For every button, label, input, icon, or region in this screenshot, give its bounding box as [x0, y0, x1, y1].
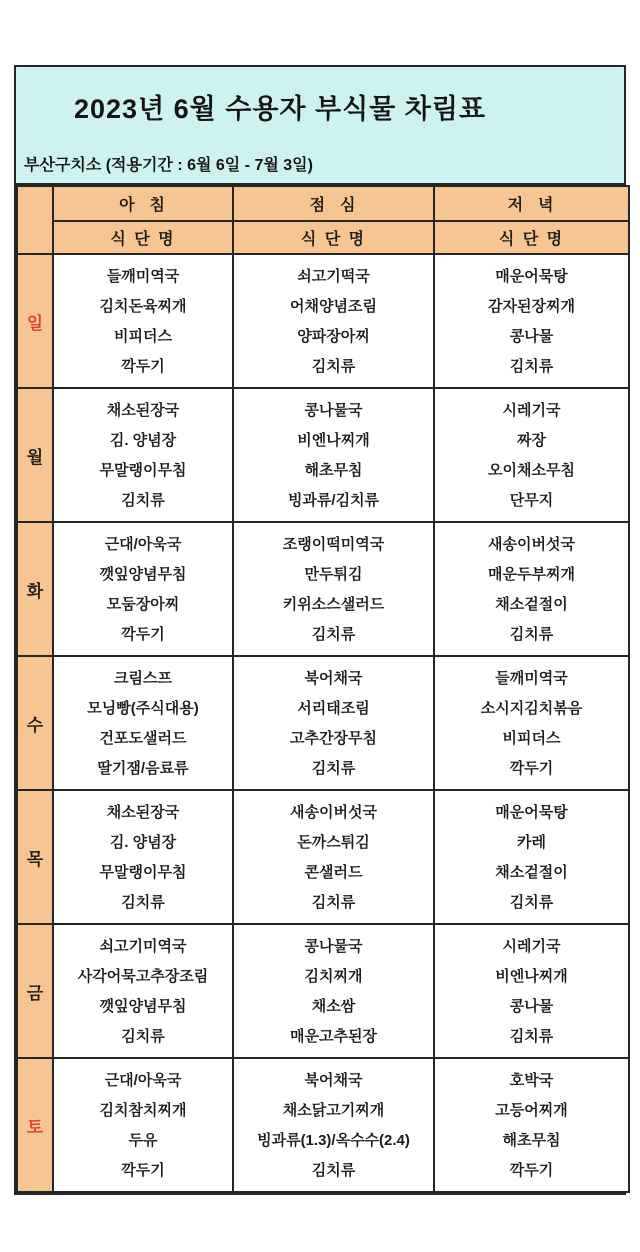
menu-item: 두유	[128, 1131, 158, 1149]
menu-item: 매운어묵탕	[495, 803, 568, 821]
menu-item: 김치류	[311, 1161, 356, 1179]
menu-item: 매운두부찌개	[488, 565, 575, 583]
menu-item: 근대/아욱국	[104, 535, 182, 553]
menu-cell-items	[54, 1065, 232, 1185]
menu-table	[16, 185, 630, 1193]
day-label: 월	[17, 388, 53, 522]
menu-item: 김치류	[311, 759, 356, 777]
menu-item: 김치류	[121, 1027, 165, 1045]
day-label: 목	[17, 790, 53, 924]
menu-item: 콩나물국	[304, 937, 363, 955]
menu-item: 채소쌈	[311, 997, 356, 1015]
menu-item: 깍두기	[509, 759, 554, 777]
menu-cell-items	[234, 261, 433, 381]
menu-item: 소시지김치볶음	[480, 699, 583, 717]
menu-item: 콩나물	[509, 997, 554, 1015]
menu-cell	[434, 1058, 629, 1192]
day-label: 일	[17, 254, 53, 388]
menu-cell	[53, 656, 233, 790]
menu-item: 딸기잼/음료류	[97, 759, 189, 777]
menu-item: 빙과류(1.3)/옥수수(2.4)	[257, 1131, 410, 1149]
menu-cell-items	[435, 663, 628, 783]
menu-cell	[233, 1058, 434, 1192]
menu-item: 감자된장찌개	[488, 297, 575, 315]
menu-cell-items	[435, 395, 628, 515]
day-label: 화	[17, 522, 53, 656]
menu-table-row	[17, 790, 629, 924]
column-header-lunch: 점 심	[233, 186, 434, 221]
menu-item: 김치류	[509, 357, 554, 375]
menu-item: 들깨미역국	[106, 267, 180, 285]
menu-item: 김치찌개	[304, 967, 363, 985]
menu-table-row	[17, 1058, 629, 1192]
menu-item: 돈까스튀김	[297, 833, 370, 851]
menu-cell	[233, 656, 434, 790]
menu-cell-items	[435, 261, 628, 381]
day-label: 금	[17, 924, 53, 1058]
menu-table-head	[17, 186, 629, 254]
document-header	[16, 67, 624, 185]
menu-item: 카레	[517, 833, 546, 851]
menu-cell-items	[54, 797, 232, 917]
menu-item: 무말랭이무침	[99, 461, 187, 479]
menu-cell	[233, 790, 434, 924]
menu-cell-items	[234, 529, 433, 649]
menu-item: 콘샐러드	[304, 863, 363, 881]
menu-item: 김치돈육찌개	[99, 297, 187, 315]
menu-item: 새송이버섯국	[488, 535, 575, 553]
menu-cell	[53, 388, 233, 522]
menu-item: 김. 양념장	[109, 431, 177, 449]
menu-item: 김치류	[311, 625, 356, 643]
menu-item: 김치류	[509, 1027, 554, 1045]
menu-item: 새송이버섯국	[290, 803, 377, 821]
menu-item: 김치류	[121, 893, 165, 911]
menu-cell-items	[54, 663, 232, 783]
menu-cell-items	[234, 931, 433, 1051]
menu-cell-items	[54, 261, 232, 381]
menu-cell	[434, 388, 629, 522]
menu-item: 사각어묵고추장조림	[77, 967, 209, 985]
day-label: 토	[17, 1058, 53, 1192]
menu-cell-items	[435, 1065, 628, 1185]
menu-item: 김치참치찌개	[99, 1101, 187, 1119]
menu-cell-items	[234, 1065, 433, 1185]
menu-item: 콩나물	[509, 327, 554, 345]
menu-item: 콩나물국	[304, 401, 363, 419]
menu-item: 채소닭고기찌개	[282, 1101, 385, 1119]
menu-cell	[233, 924, 434, 1058]
menu-cell	[434, 656, 629, 790]
menu-item: 무말랭이무침	[99, 863, 187, 881]
menu-item: 김치류	[509, 625, 554, 643]
menu-cell	[233, 254, 434, 388]
menu-item: 서리태조림	[297, 699, 370, 717]
menu-name-header-dinner: 식 단 명	[434, 221, 629, 254]
menu-item: 쇠고기미역국	[99, 937, 187, 955]
menu-item: 김치류	[311, 893, 356, 911]
menu-item: 김치류	[509, 893, 554, 911]
menu-table-row	[17, 924, 629, 1058]
menu-item: 깍두기	[509, 1161, 554, 1179]
menu-item: 깻잎양념무침	[99, 565, 187, 583]
menu-item: 해초무침	[304, 461, 363, 479]
menu-cell-items	[435, 931, 628, 1051]
menu-item: 비엔나찌개	[297, 431, 370, 449]
meal-plan-document	[14, 65, 626, 1195]
menu-item: 짜장	[517, 431, 546, 449]
menu-cell	[233, 522, 434, 656]
menu-item: 근대/아욱국	[104, 1071, 182, 1089]
menu-item: 양파장아찌	[297, 327, 370, 345]
column-header-breakfast: 아 침	[53, 186, 233, 221]
menu-cell	[53, 790, 233, 924]
menu-cell-items	[234, 663, 433, 783]
menu-cell-items	[234, 797, 433, 917]
menu-cell	[434, 254, 629, 388]
page-title: 2023년 6월 수용자 부식물 차림표	[74, 94, 486, 124]
menu-item: 단무지	[509, 491, 554, 509]
menu-cell-items	[54, 931, 232, 1051]
menu-cell	[434, 924, 629, 1058]
menu-item: 건포도샐러드	[99, 729, 187, 747]
menu-item: 채소겉절이	[495, 595, 568, 613]
menu-item: 김. 양념장	[109, 833, 177, 851]
menu-item: 쇠고기떡국	[297, 267, 370, 285]
menu-item: 채소겉절이	[495, 863, 568, 881]
menu-item: 깍두기	[121, 357, 165, 375]
menu-cell	[434, 790, 629, 924]
menu-item: 북어채국	[304, 669, 363, 687]
menu-item: 조랭이떡미역국	[282, 535, 385, 553]
menu-table-row	[17, 656, 629, 790]
menu-item: 모둠장아찌	[106, 595, 180, 613]
menu-item: 비피더스	[114, 327, 172, 345]
menu-item: 빙과류/김치류	[287, 491, 380, 509]
menu-cell	[53, 1058, 233, 1192]
menu-name-header-breakfast: 식 단 명	[53, 221, 233, 254]
menu-item: 깍두기	[121, 1161, 165, 1179]
menu-cell	[53, 924, 233, 1058]
facility-and-period-subtitle: 부산구치소 (적용기간 : 6월 6일 - 7월 3일)	[24, 157, 313, 174]
menu-item: 비피더스	[502, 729, 561, 747]
menu-item: 키위소스샐러드	[282, 595, 385, 613]
menu-item: 모닝빵(주식대용)	[87, 699, 199, 717]
menu-item: 김치류	[311, 357, 356, 375]
menu-table-row	[17, 388, 629, 522]
menu-item: 채소된장국	[106, 401, 180, 419]
menu-item: 시레기국	[502, 401, 561, 419]
menu-item: 고등어찌개	[495, 1101, 568, 1119]
menu-item: 크림스프	[114, 669, 172, 687]
menu-cell	[233, 388, 434, 522]
menu-item: 만두튀김	[304, 565, 363, 583]
menu-name-header-row	[17, 221, 629, 254]
menu-item: 매운어묵탕	[495, 267, 568, 285]
menu-item: 들깨미역국	[495, 669, 568, 687]
menu-item: 해초무침	[502, 1131, 561, 1149]
menu-item: 채소된장국	[106, 803, 180, 821]
column-header-dinner: 저 녁	[434, 186, 629, 221]
menu-table-row	[17, 522, 629, 656]
menu-item: 북어채국	[304, 1071, 363, 1089]
day-label: 수	[17, 656, 53, 790]
menu-table-body	[17, 254, 629, 1192]
menu-cell	[53, 522, 233, 656]
menu-item: 고추간장무침	[290, 729, 377, 747]
menu-item: 김치류	[121, 491, 165, 509]
menu-item: 깻잎양념무침	[99, 997, 187, 1015]
menu-item: 매운고추된장	[290, 1027, 377, 1045]
menu-cell-items	[54, 395, 232, 515]
meal-header-row	[17, 186, 629, 221]
menu-cell-items	[435, 529, 628, 649]
menu-item: 깍두기	[121, 625, 165, 643]
menu-cell-items	[435, 797, 628, 917]
menu-cell-items	[234, 395, 433, 515]
menu-cell-items	[54, 529, 232, 649]
menu-cell	[53, 254, 233, 388]
menu-item: 어채양념조림	[290, 297, 377, 315]
menu-table-row	[17, 254, 629, 388]
menu-item: 호박국	[509, 1071, 554, 1089]
day-column-corner-cell	[17, 186, 53, 254]
menu-cell	[434, 522, 629, 656]
menu-item: 시레기국	[502, 937, 561, 955]
menu-item: 오이채소무침	[488, 461, 575, 479]
menu-item: 비엔나찌개	[495, 967, 568, 985]
menu-name-header-lunch: 식 단 명	[233, 221, 434, 254]
